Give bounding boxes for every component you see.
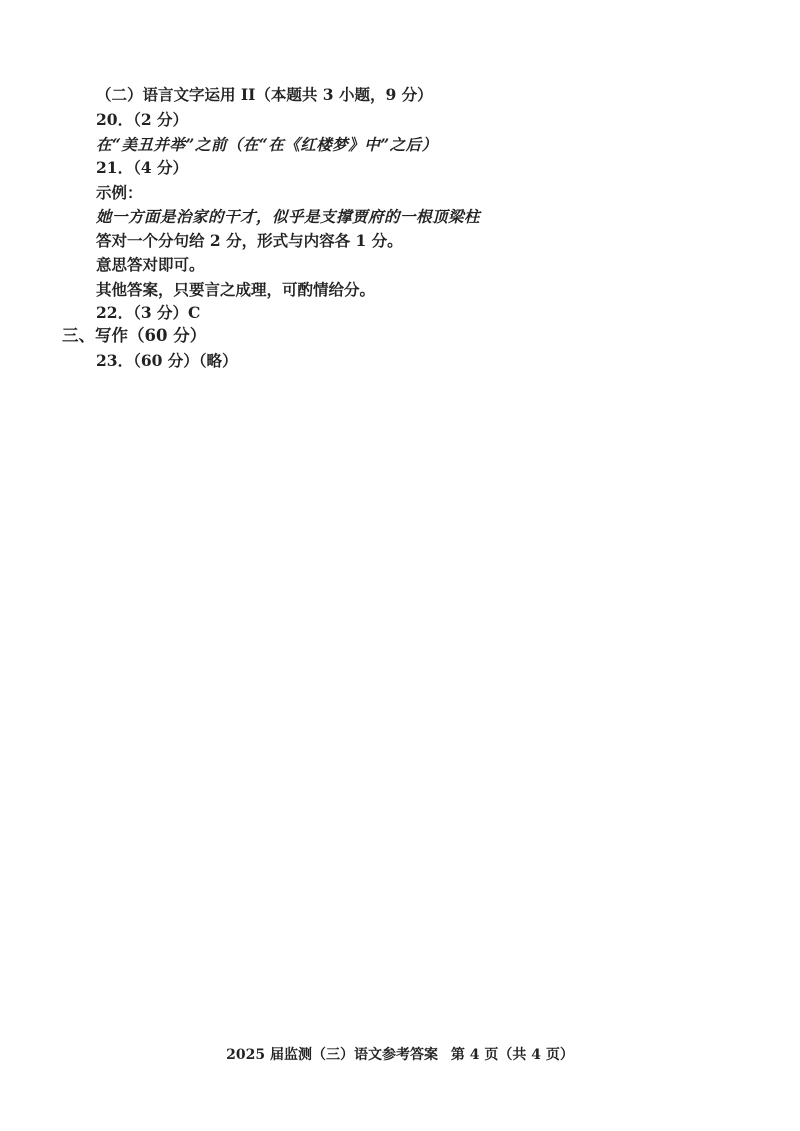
footer-document-title: 2025 届监测（三）语文参考答案 bbox=[226, 1047, 438, 1063]
section-heading-language-use-2: （二）语言文字运用 II（本题共 3 小题，9 分） bbox=[96, 85, 433, 104]
footer-page-number: 第 4 页（共 4 页） bbox=[450, 1047, 574, 1063]
question-21-rubric-3: 其他答案，只要言之成理，可酌情给分。 bbox=[96, 280, 376, 299]
question-22-answer: 22．（3 分）C bbox=[96, 303, 201, 322]
question-21-rubric-2: 意思答对即可。 bbox=[96, 255, 205, 274]
section-heading-writing: 三、写作（60 分） bbox=[62, 326, 207, 345]
question-21-rubric-1: 答对一个分句给 2 分，形式与内容各 1 分。 bbox=[96, 231, 403, 250]
question-21-example: 她一方面是治家的干才，似乎是支撑贾府的一根顶梁柱 bbox=[96, 207, 481, 226]
page-footer bbox=[0, 1044, 800, 1064]
question-20-label: 20．（2 分） bbox=[96, 110, 189, 129]
question-23-answer: 23．（60 分）（略） bbox=[96, 351, 238, 370]
question-21-label: 21．（4 分） bbox=[96, 158, 189, 177]
question-21-example-label: 示例： bbox=[96, 183, 143, 202]
question-20-answer: 在“美丑并举”之前（在“在《红楼梦》中”之后） bbox=[96, 135, 438, 154]
